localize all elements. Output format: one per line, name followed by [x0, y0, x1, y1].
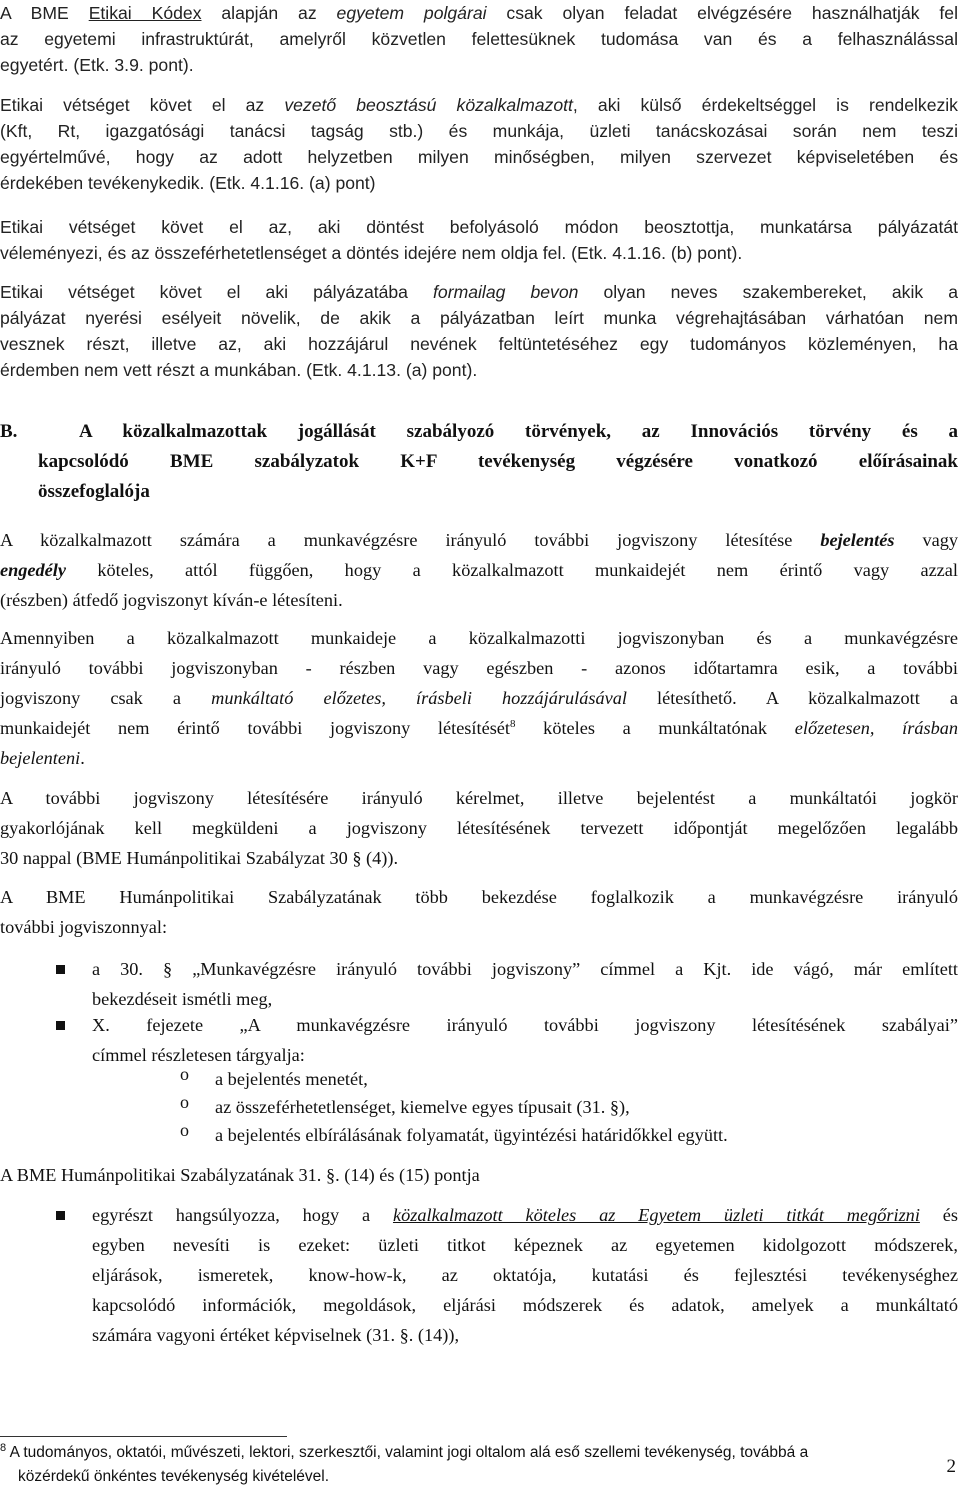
- emphasis: egyetem polgárai: [336, 3, 487, 23]
- list-item: [0, 954, 958, 1014]
- sub-bullet-marker: o: [180, 1092, 189, 1112]
- footnote-line: közérdekű önkéntes tevékenység kivételével.: [18, 1468, 330, 1485]
- sub-bullet-marker: o: [180, 1120, 189, 1140]
- sub-bullet-marker: o: [180, 1064, 189, 1084]
- list-item-line: kapcsolódó információk, megoldások, eljárási módszerek és adatok, amelyek a munkáltató: [92, 1295, 958, 1315]
- footnote-ref[interactable]: 8: [510, 717, 516, 730]
- text-run: köteles a munkáltatónak: [515, 718, 795, 738]
- paragraph-line: gyakorlójának kell megküldeni a jogviszony létesítésének tervezett időpontját megelőzően legalább: [0, 818, 958, 838]
- text-run: Etikai vétséget követ el az: [0, 95, 285, 115]
- paragraph-line: vesznek részt, illetve az, aki hozzájárul nevének feltüntetéséhez egy tudományos közleményen, ha: [0, 334, 958, 354]
- text-run: és: [919, 1205, 958, 1225]
- footnote-marker: 8: [0, 1441, 7, 1454]
- text-run: csak olyan feladat elvégzésére használhatják fel: [486, 3, 958, 23]
- text-run: jogviszony csak a: [0, 688, 212, 708]
- paragraph-line: érdekében tevékenykedik. (Etk. 4.1.16. (a) pont): [0, 173, 376, 193]
- text-run: létesíthető. A közalkalmazott a: [626, 688, 958, 708]
- sub-list-line: az összeférhetetlenséget, kiemelve egyes típusait (31. §),: [215, 1097, 630, 1117]
- paragraph-line: Etikai vétséget követ el az, aki döntést befolyásoló módon beosztottja, munkatársa pályázatát: [0, 217, 958, 237]
- paragraph-hr-section-31: [0, 1160, 958, 1190]
- list-item-line: a 30. § „Munkavégzésre irányuló további jogviszony” címmel a Kjt. ide vágó, már említett: [92, 959, 958, 979]
- text-run: olyan neves szakembereket, akik a: [578, 282, 958, 302]
- section-heading-b: [0, 417, 958, 507]
- list-item-line: bekezdéseit ismétli meg,: [92, 989, 273, 1009]
- emphasis: munkáltató előzetes, írásbeli hozzájárulásával: [211, 688, 627, 708]
- text-run: köteles, attól függően, hogy a közalkalmazott munkaidejét nem érintő vagy azzal: [65, 560, 958, 580]
- list-item-line: eljárások, ismeretek, know-how-k, az oktatója, kutatási és fejlesztési tevékenységhez: [92, 1265, 958, 1285]
- text-run: Etikai vétséget követ el aki pályázatába: [0, 282, 434, 302]
- paragraph-line: az egyetemi infrastruktúrát, amelyről közvetlen felettesüknek tudomása van és a felhasználással: [0, 29, 958, 49]
- paragraph-request-deadline: [0, 783, 958, 873]
- paragraph-hr-policy: [0, 882, 958, 942]
- sub-list-line: a bejelentés elbírálásának folyamatát, ügyintézési határidőkkel együtt.: [215, 1125, 728, 1145]
- text-run: A BME: [0, 3, 89, 23]
- paragraph-line: Amennyiben a közalkalmazott munkaideje a közalkalmazotti jogviszonyban és a munkavégzésre: [0, 628, 958, 648]
- paragraph-line: 30 nappal (BME Humánpolitikai Szabályzat 30 § (4)).: [0, 848, 399, 868]
- heading-line: kapcsolódó BME szabályzatok K+F tevékenység végzésére vonatkozó előírásainak: [38, 451, 958, 472]
- paragraph-executive-interest: [0, 92, 958, 196]
- underlined-emphasis: közalkalmazott köteles az Egyetem üzleti titkát megőrizni: [392, 1205, 920, 1225]
- paragraph-line: pályázat nyerési esélyeit növelik, de akik a pályázatban leírt munka végrehajtásában várhatóan nem: [0, 308, 958, 328]
- text-run: A közalkalmazott számára a munkavégzésre irányuló további jogviszony létesítése: [0, 530, 821, 550]
- heading-line: A közalkalmazottak jogállását szabályozó törvények, az Innovációs törvény és a: [78, 421, 958, 442]
- sub-list-line: a bejelentés menetét,: [215, 1069, 368, 1089]
- paragraph-line: véleményezi, és az összeférhetetlenséget a döntés idejére nem oldja fel. (Etk. 4.1.16. (b) pont).: [0, 243, 743, 263]
- footnote-line: A tudományos, oktatói, művészeti, lektori, szerkesztői, valamint jogi oltalom alá eső szellemi tevékenység, továbbá a: [6, 1444, 809, 1461]
- text-run: munkaidejét nem érintő további jogviszony létesítését: [0, 718, 510, 738]
- paragraph-infrastructure: [0, 0, 958, 78]
- text-run: , aki külső érdekeltséggel is rendelkezik: [572, 95, 958, 115]
- paragraph-line: egyetért. (Etk. 3.9. pont).: [0, 55, 194, 75]
- paragraph-overlapping-time: [0, 623, 958, 773]
- text-run: alapján az: [201, 3, 337, 23]
- emphasis: formailag bevon: [433, 282, 579, 302]
- paragraph-line: irányuló további jogviszonyban - részben vagy egészben - azonos időtartamra esik, a további: [0, 658, 958, 678]
- paragraph-line: (Kft, Rt, igazgatósági tanácsi tagság stb.) és munkája, üzleti tanácskozásai során nem teszi: [0, 121, 958, 141]
- text-run: vagy: [894, 530, 958, 550]
- list-item-line: címmel részletesen tárgyalja:: [92, 1045, 305, 1065]
- paragraph-line: érdemben nem vett részt a munkában. (Etk. 4.1.13. (a) pont).: [0, 360, 478, 380]
- list-item-line: számára vagyoni értéket képviselnek (31. §. (14)),: [92, 1325, 460, 1345]
- strong-emphasis: bejelentés: [820, 530, 895, 550]
- emphasis: vezető beosztású közalkalmazott: [284, 95, 573, 115]
- heading-line: összefoglalója: [38, 481, 150, 502]
- sub-list-item: [0, 1064, 958, 1094]
- list-item-line: egyben nevesíti is ezeket: üzleti titkot képeznek az egyetemen kidolgozott módszerek,: [92, 1235, 958, 1255]
- sub-list-item: [0, 1120, 958, 1150]
- paragraph-line: A BME Humánpolitikai Szabályzatának 31. §. (14) és (15) pontja: [0, 1165, 480, 1185]
- paragraph-application-experts: [0, 279, 958, 383]
- paragraph-line: egyértelművé, hogy az adott helyzetben milyen minőségben, milyen szervezet képviseletében és: [0, 147, 958, 167]
- section-marker: B.: [0, 421, 18, 442]
- paragraph-line: további jogviszonnyal:: [0, 917, 168, 937]
- list-item: [0, 1010, 958, 1070]
- list-item: [0, 1200, 958, 1350]
- paragraph-review-conflict: [0, 214, 958, 266]
- page-number: 2: [946, 1456, 956, 1477]
- paragraph-line: A BME Humánpolitikai Szabályzatának több bekezdése foglalkozik a munkavégzésre irányuló: [0, 887, 958, 907]
- text-run: egyrészt hangsúlyozza, hogy a: [92, 1205, 393, 1225]
- paragraph-notification-permission: [0, 525, 958, 615]
- paragraph-line: A további jogviszony létesítésére irányuló kérelmet, illetve bejelentést a munkáltatói jogkör: [0, 788, 958, 808]
- footnote-divider: [0, 1436, 287, 1437]
- emphasis: bejelenteni: [0, 748, 81, 768]
- etikai-kodex-link[interactable]: Etikai Kódex: [88, 3, 202, 23]
- strong-emphasis: engedély: [0, 560, 66, 580]
- list-item-line: X. fejezete „A munkavégzésre irányuló további jogviszony létesítésének szabályai”: [92, 1015, 958, 1035]
- paragraph-line: (részben) átfedő jogviszonyt kíván-e létesíteni.: [0, 590, 343, 610]
- emphasis: előzetesen, írásban: [794, 718, 958, 738]
- text-run: .: [80, 748, 85, 768]
- sub-list-item: [0, 1092, 958, 1122]
